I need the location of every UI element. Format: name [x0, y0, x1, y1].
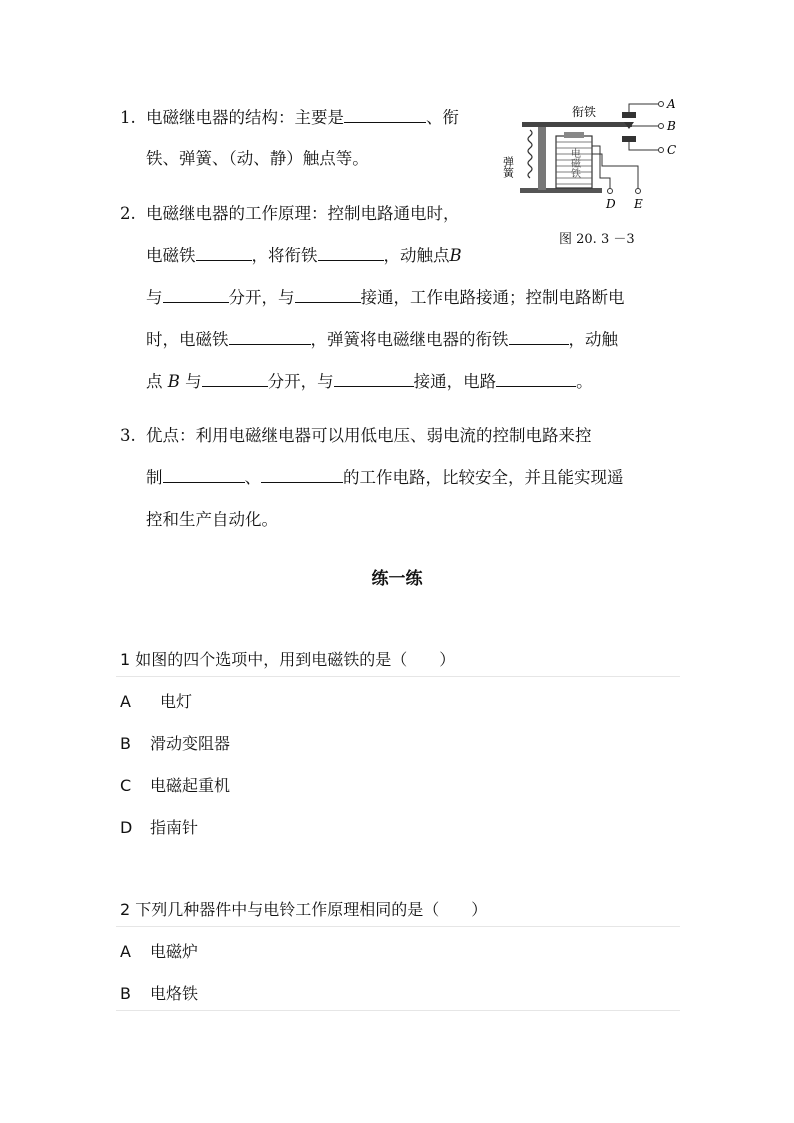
- fill-blank: [334, 372, 414, 387]
- text-segment: 分开，与: [228, 288, 295, 307]
- text-segment: 接通，电路: [413, 372, 497, 391]
- text-segment: ，将衔铁: [251, 246, 318, 265]
- question-2-option-b: [120, 981, 198, 1004]
- text-segment: 、: [244, 468, 261, 487]
- item-1-number: 1.: [120, 108, 136, 127]
- text-segment: ，弹簧将电磁继电器的衔铁: [310, 330, 509, 349]
- text-segment: 点: [146, 372, 163, 391]
- question-1-option-a: [120, 689, 192, 712]
- option-letter: C: [120, 776, 132, 795]
- label-spring: 弹簧: [501, 156, 515, 178]
- fill-blank: [261, 468, 343, 483]
- item-2-line-5: [146, 372, 593, 392]
- question-1-stem: 1 如图的四个选项中，用到电磁铁的是（ ）: [120, 650, 456, 669]
- divider: [116, 676, 680, 677]
- label-b: B: [667, 119, 676, 133]
- question-2-option-a: [120, 939, 198, 962]
- fill-blank: [318, 246, 384, 261]
- text-segment: 与: [185, 372, 202, 391]
- label-e: E: [634, 197, 643, 211]
- item-2-line-1: 电磁继电器的工作原理：控制电路通电时，: [146, 204, 460, 223]
- figure-caption: 图 20. 3 －3: [559, 232, 635, 247]
- text-segment: 时，电磁铁: [146, 330, 229, 349]
- option-text: 滑动变阻器: [150, 734, 231, 753]
- label-electromagnet: 电磁铁: [568, 148, 580, 178]
- item-2-line-3: [146, 288, 625, 308]
- option-text: 指南针: [150, 818, 199, 837]
- label-c: C: [667, 143, 677, 157]
- question-1-option-d: [120, 815, 198, 838]
- item-2-number: 2.: [120, 204, 136, 223]
- point-label: B: [449, 246, 462, 265]
- item-2-line-2: [146, 246, 462, 266]
- text-segment: 制: [146, 468, 163, 487]
- item-1-line-2: 铁、弹簧、（动、静）触点等。: [146, 149, 369, 168]
- item-3-line-2: [146, 468, 624, 488]
- text-segment: ，动触点: [383, 246, 450, 265]
- option-text: 电烙铁: [150, 984, 199, 1003]
- fill-blank: [509, 330, 569, 345]
- question-1-option-c: [120, 773, 230, 796]
- text-segment: 接通，工作电路接通；控制电路断电: [360, 288, 625, 307]
- fill-blank: [163, 288, 229, 303]
- wire-e: [592, 154, 638, 188]
- label-armature: 衔铁: [572, 105, 597, 119]
- item-3-line-3: 控和生产自动化。: [146, 510, 278, 529]
- question-1-option-b: [120, 731, 230, 754]
- option-text: 电灯: [160, 692, 193, 711]
- text-segment: 电磁铁: [146, 246, 196, 265]
- wire-d: [592, 146, 610, 188]
- text-segment: ，动触: [568, 330, 618, 349]
- fill-blank: [496, 372, 576, 387]
- fill-blank: [344, 108, 426, 123]
- fill-blank: [295, 288, 361, 303]
- text-segment: 的工作电路，比较安全，并且能实现遥: [343, 468, 624, 487]
- option-letter: B: [120, 734, 131, 753]
- fill-blank: [163, 468, 245, 483]
- label-d: D: [606, 197, 616, 211]
- terminal-e: [636, 189, 641, 194]
- label-a: A: [667, 97, 676, 111]
- question-2-stem: 2 下列几种器件中与电铃工作原理相同的是（ ）: [120, 900, 488, 919]
- terminal-a: [659, 102, 664, 107]
- text-segment: 与: [146, 288, 163, 307]
- armature-bar: [522, 122, 632, 127]
- practice-title: 练一练: [371, 569, 423, 589]
- terminal-c: [659, 148, 664, 153]
- contact-c: [622, 136, 636, 142]
- divider: [116, 1010, 680, 1011]
- fill-blank: [229, 330, 311, 345]
- option-letter: D: [120, 818, 133, 837]
- option-text: 电磁炉: [150, 942, 199, 961]
- option-letter: A: [120, 942, 131, 961]
- option-text: 电磁起重机: [150, 776, 231, 795]
- text-segment: 、衔: [426, 108, 459, 127]
- text-segment: 电磁继电器的结构：主要是: [146, 108, 344, 127]
- text-segment: 。: [576, 372, 593, 391]
- relay-diagram: [498, 96, 684, 246]
- spring-coil: [528, 130, 532, 178]
- item-2-line-4: [146, 330, 618, 350]
- relay-frame: [538, 124, 546, 190]
- text-segment: 分开，与: [267, 372, 334, 391]
- contact-a: [622, 112, 636, 118]
- fill-blank: [202, 372, 268, 387]
- divider: [116, 926, 680, 927]
- point-label: B: [167, 372, 180, 391]
- wire-c: [629, 142, 658, 150]
- option-letter: A: [120, 692, 131, 711]
- electromagnet-core-top: [564, 132, 584, 138]
- wire-a: [629, 104, 658, 112]
- item-3-number: 3.: [120, 426, 136, 445]
- fill-blank: [196, 246, 252, 261]
- item-1-line-1: [146, 108, 459, 128]
- item-3-line-1: 优点：利用电磁继电器可以用低电压、弱电流的控制电路来控: [146, 426, 592, 445]
- terminal-b: [659, 124, 664, 129]
- terminal-d: [608, 189, 613, 194]
- option-letter: B: [120, 984, 131, 1003]
- relay-base: [520, 188, 602, 193]
